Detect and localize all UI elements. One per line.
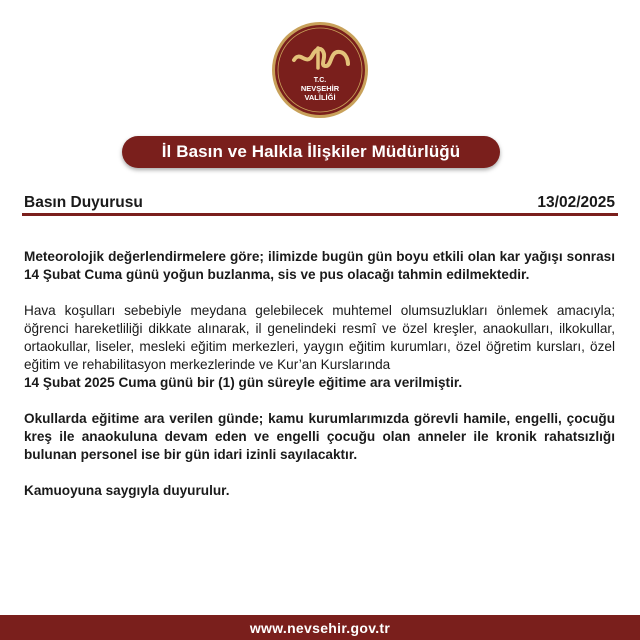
svg-text:T.C.: T.C. [313, 77, 327, 84]
website-link[interactable]: www.nevsehir.gov.tr [249, 619, 391, 636]
announcement-body [24, 248, 615, 500]
governorship-logo [270, 20, 370, 120]
paragraph-spacer [24, 392, 615, 410]
decision-paragraph: 14 Şubat 2025 Cuma günü bir (1) gün süreyle eğitime ara verilmiştir. [24, 375, 463, 390]
announcement-date: 13/02/2025 [537, 194, 615, 211]
footer-bar [0, 615, 640, 640]
leave-paragraph: Okullarda eğitime ara verilen günde; kamu kurumlarımızda görevli hamile, engelli, çocuğu kreş ile anaokuluna devam eden ve engelli çocuğu olan anneler ile kronik rahatsızlığı bulunan personel ise bir gün idari izinli sayılacaktır. [24, 411, 615, 462]
svg-text:VALİLİĞİ: VALİLİĞİ [304, 93, 336, 102]
announcement-meta [24, 192, 615, 214]
announcement-label: Basın Duyurusu [24, 194, 143, 211]
header-divider [22, 213, 618, 216]
paragraph-spacer [24, 464, 615, 482]
governorship-emblem-icon [270, 20, 370, 120]
paragraph-spacer [24, 284, 615, 302]
closing-paragraph: Kamuoyuna saygıyla duyurulur. [24, 483, 230, 498]
svg-text:NEVŞEHİR: NEVŞEHİR [300, 84, 340, 93]
intro-paragraph: Meteorolojik değerlendirmelere göre; ilimizde bugün gün boyu etkili olan kar yağışı sonrası 14 Şubat Cuma günü yoğun buzlanma, sis ve pus olacağı tahmin edilmektedir. [24, 249, 615, 282]
detail-paragraph: Hava koşulları sebebiyle meydana gelebilecek muhtemel olumsuzlukları önlemek amacıyla; öğrenci hareketliliği dikkate alınarak, il genelindeki resmî ve özel kreşler, anaokulları, ilkokullar, ortaokullar, liseler, mesleki eğitim merkezleri, yaygın eğitim kurumları, özel öğretim kursları, özel eğitim ve rehabilitasyon merkezlerinde ve Kur’an Kurslarında [24, 303, 615, 372]
directorate-title-banner [122, 136, 500, 168]
directorate-title: İl Basın ve Halkla İlişkiler Müdürlüğü [161, 142, 461, 161]
